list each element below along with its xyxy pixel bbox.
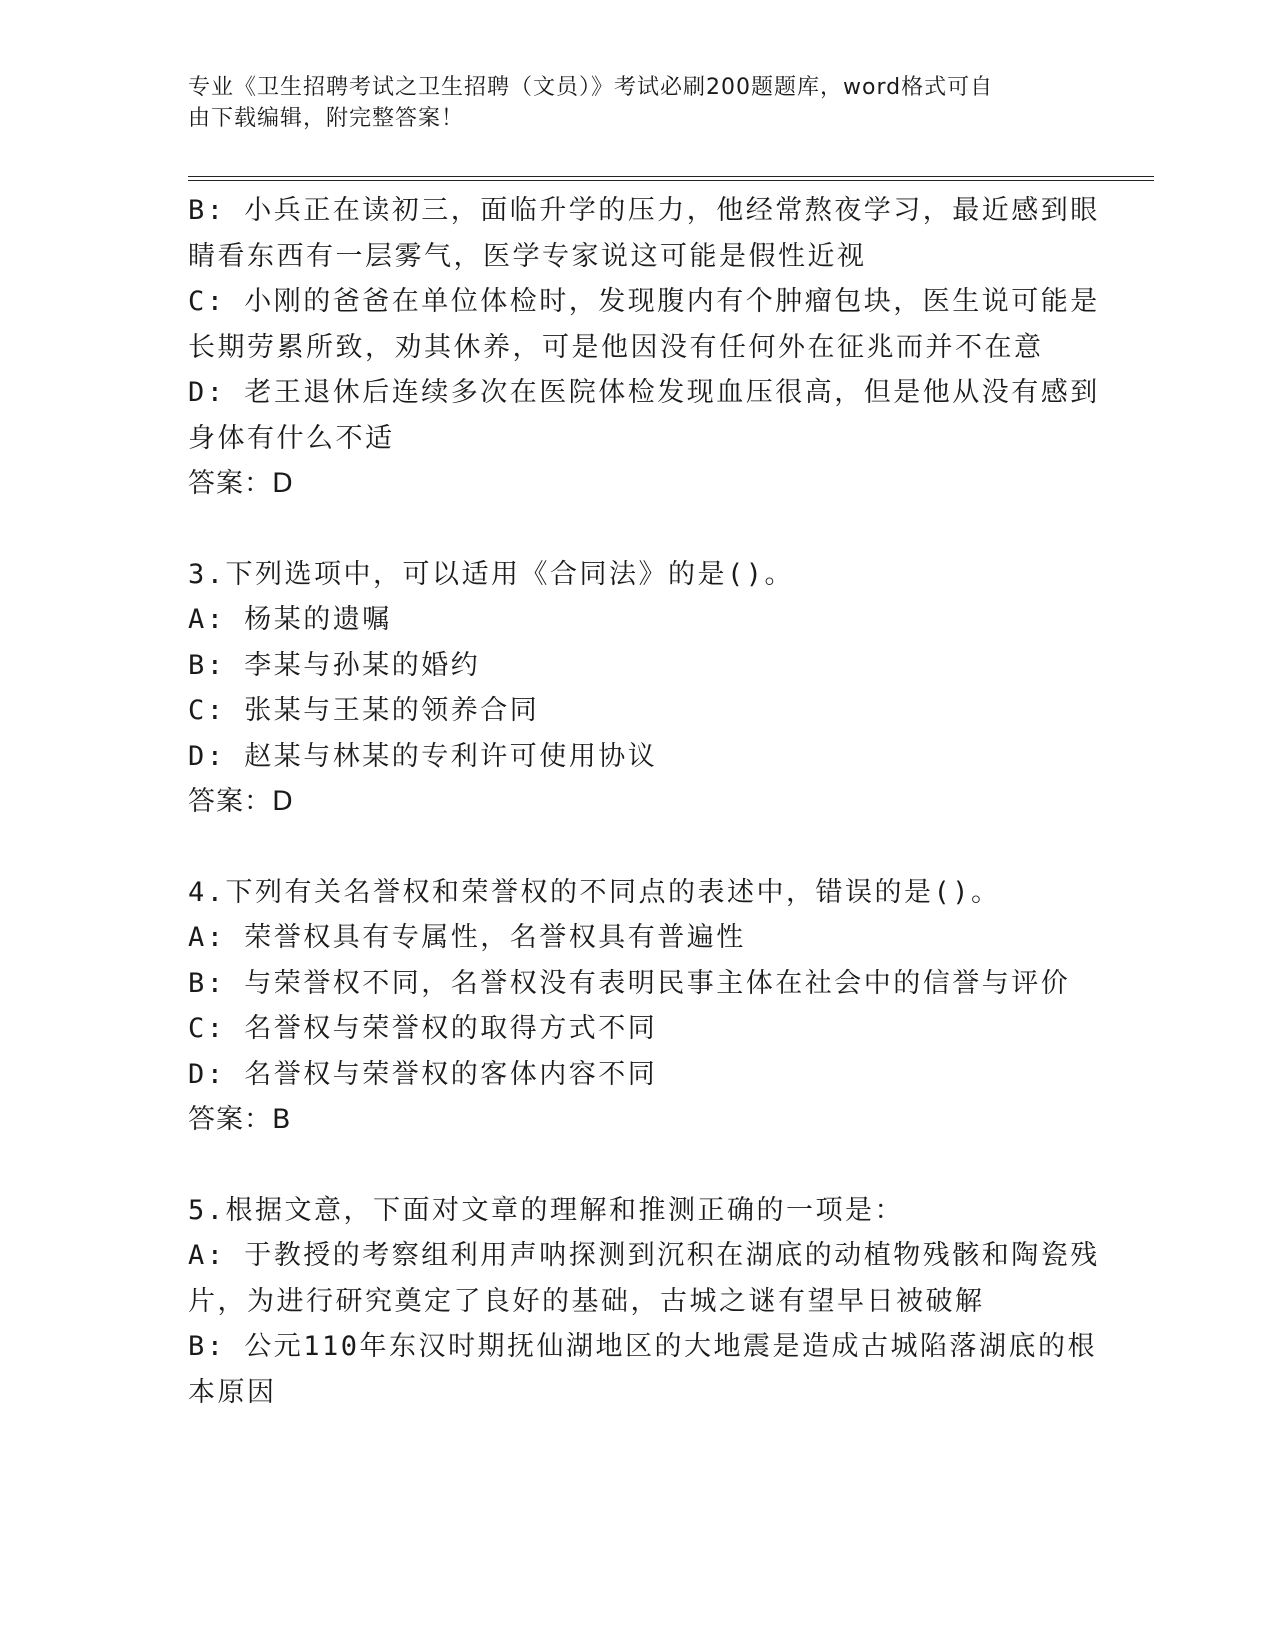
- spacer: [188, 1143, 1088, 1188]
- question-5: [188, 1188, 1100, 1416]
- q2-option-c-line-1: C: 小刚的爸爸在单位体检时，发现腹内有个肿瘤包块，医生说可能是: [188, 286, 1100, 317]
- q4-option-d: D: 名誉权与荣誉权的客体内容不同: [188, 1058, 658, 1090]
- q3-stem: 3.下列选项中，可以适用《合同法》的是()。: [188, 558, 795, 590]
- question-3: [188, 552, 1088, 825]
- header-divider: [188, 176, 1154, 181]
- q4-stem: 4.下列有关名誉权和荣誉权的不同点的表述中，错误的是()。: [188, 876, 1001, 908]
- q3-option-a: A: 杨某的遗嘱: [188, 604, 392, 635]
- document-header: [188, 72, 1068, 134]
- q3-option-d: D: 赵某与林某的专利许可使用协议: [188, 740, 658, 772]
- q5-option-b-line-1: B: 公元110年东汉时期抚仙湖地区的大地震是造成古城陷落湖底的根: [188, 1331, 1098, 1362]
- header-title-line-1: 专业《卫生招聘考试之卫生招聘（文员）》考试必刷200题题库，word格式可自: [188, 75, 994, 100]
- q3-answer: 答案：D: [188, 786, 294, 817]
- spacer: [188, 507, 1088, 552]
- question-2-tail: [188, 188, 1100, 507]
- q5-option-a-line-1: A: 于教授的考察组利用声呐探测到沉积在湖底的动植物残骸和陶瓷残: [188, 1240, 1100, 1271]
- q2-option-d-line-2: 身体有什么不适: [188, 422, 395, 454]
- q4-answer: 答案：B: [188, 1104, 292, 1135]
- q4-option-c: C: 名誉权与荣誉权的取得方式不同: [188, 1013, 658, 1044]
- header-title-line-2: 由下载编辑，附完整答案！: [188, 106, 465, 131]
- q4-option-a: A: 荣誉权具有专属性，名誉权具有普遍性: [188, 922, 746, 953]
- q5-option-b-line-2: 本原因: [188, 1376, 277, 1408]
- q2-option-d-line-1: D: 老王退休后连续多次在医院体检发现血压很高，但是他从没有感到: [188, 377, 1100, 408]
- q5-stem: 5.根据文意，下面对文章的理解和推测正确的一项是：: [188, 1194, 905, 1226]
- q2-option-b-line-1: B: 小兵正在读初三，面临升学的压力，他经常熬夜学习，最近感到眼: [188, 195, 1100, 226]
- q2-answer: 答案：D: [188, 468, 294, 499]
- spacer: [188, 825, 1088, 870]
- q5-option-a-line-2: 片，为进行研究奠定了良好的基础，古城之谜有望早日被破解: [188, 1285, 985, 1317]
- document-body: [188, 188, 1100, 1415]
- q2-option-b-line-2: 睛看东西有一层雾气，医学专家说这可能是假性近视: [188, 240, 867, 272]
- question-4: [188, 870, 1088, 1143]
- q4-option-b: B: 与荣誉权不同，名誉权没有表明民事主体在社会中的信誉与评价: [188, 967, 1071, 999]
- q3-option-b: B: 李某与孙某的婚约: [188, 649, 481, 681]
- q2-option-c-line-2: 长期劳累所致，劝其休养，可是他因没有任何外在征兆而并不在意: [188, 331, 1044, 363]
- q3-option-c: C: 张某与王某的领养合同: [188, 695, 540, 726]
